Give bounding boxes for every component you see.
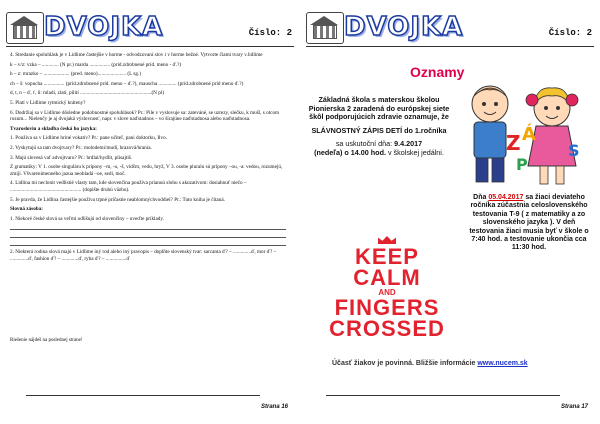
poster-line: AND xyxy=(378,288,396,297)
header-divider xyxy=(6,46,294,47)
page-number: Strana 17 xyxy=(560,404,588,410)
notice-intro: Základná škola s materskou školou Pionierska 2 zaradená do európskej siete škôl podporujúcich zdravie oznamuje, že xyxy=(308,95,450,122)
svg-text:S: S xyxy=(568,141,580,160)
section-heading: Slovná zásoba: xyxy=(10,206,44,213)
notice2-date: 05.04.2017 xyxy=(488,194,524,201)
paragraph: k – v/z: vzka – ............. (N pr.) marda ................ (príd.zdrobnené príd. meno - ď.?) xyxy=(10,61,182,68)
issue-label: Číslo: 2 xyxy=(248,28,292,38)
notice-event: SLÁVNOSTNÝ ZÁPIS DETÍ do 1.ročníka xyxy=(311,125,447,135)
left-page xyxy=(6,8,294,416)
crown-icon xyxy=(378,236,396,244)
testing-notice xyxy=(466,194,592,253)
left-text xyxy=(10,52,286,265)
attendance-text: Účasť žiakov je povinná. Bližšie informácie xyxy=(332,360,476,367)
svg-text:Á: Á xyxy=(522,124,536,145)
notice2-body: sa žiaci deviateho ročníka zúčastnia celoslovenského testovania T-9 ( z matematiky a zo slovenského jazyka ). V deň testovania žiaci musia byť v škole o 7:40 hod. a testovanie ukončia cca 11:30 hod. xyxy=(469,194,589,252)
paragraph: 6. Dodržiaj sa v Lidlime dôsledne podobnostné spoluhlások? Pr.: Pile v vyslovuje sa: zateváné, se uzrezy, slečku, k mušl, s otcom rozum... Nielenčy je aj dvojaká výslovnosť, napr. v slove naďstadnos – vo šírajúne naďstadnosa alebo naďstadnosa. xyxy=(10,109,280,123)
paragraph: 1. Niekoré české slová sa veľmi odlišujú od slovenčiny – uveďte príklady. xyxy=(10,215,164,222)
svg-text:P: P xyxy=(516,155,528,174)
notice-date: 9.4.2017 xyxy=(394,139,423,149)
paragraph: 4. Lidlina mi neclonit vedlistié vlasty tam, kde slovenčina používa prianuú slohu s akuzatívom: dosiahnuť niečo – ....................................................... (dopište druhú väzbu). xyxy=(10,180,247,193)
magazine-title: DVOJKA xyxy=(344,12,464,42)
answer-line xyxy=(10,241,286,246)
enrollment-notice xyxy=(306,96,452,158)
notice-place: v školskej jedálni. xyxy=(387,147,444,157)
section-heading: Tvarosloviu a skladba česká ho jazyka: xyxy=(10,125,97,132)
issue-label: Číslo: 2 xyxy=(548,28,592,38)
paragraph: ch – š: vopucha ................ (príd.zdrobnené príd. meno – ď.?), mauscha .............. (príd.zdrobnené príd meno ď.?) xyxy=(10,80,244,87)
paragraph: d, t, n – ď, ť, ň: mladí, zlatí, pilití .......................................................(N pl) xyxy=(10,90,164,97)
right-header xyxy=(306,8,594,50)
poster-line: KEEP xyxy=(355,244,419,269)
school-logo-icon xyxy=(6,12,44,44)
notice-date-prefix: sa uskutoční dňa: xyxy=(335,139,393,149)
announcements-heading: Oznamy xyxy=(410,64,465,80)
page-number: Strana 16 xyxy=(260,404,288,410)
poster-line: CALM xyxy=(353,265,421,290)
paragraph: 2. Niekterá rodina slová majú v Lidlime iný rod alebo iný pravopis – doplňte slovenský tvar: sarcanta ď? – ..............ď, mor ď? – ..............ď, fashion ď? – .............ď, ryba ď? – ................ď xyxy=(10,249,277,262)
children-illustration xyxy=(456,74,588,194)
paragraph: 5. Je pravda, že Lidlina častejšie používa trpné príčastie neablomnýchvoddiel? Pr.: Tuto kniha je čítaná. xyxy=(10,196,225,203)
solution-note: Riešenie nájdeš na poslednej strane! xyxy=(10,338,83,343)
paragraph: 1. Použiva sa v Lidlime hriné vokatív? Pr.: pane učiteľ, pani doktorku, Ilvo. xyxy=(10,135,167,142)
notice-time: (nedeľa) o 14.00 hod. xyxy=(314,147,386,157)
svg-text:Z: Z xyxy=(506,131,521,155)
school-logo-icon xyxy=(306,12,344,44)
paragraph: 5. Platí v Lidlime rytmický kráteny? xyxy=(10,99,86,106)
footer-divider xyxy=(26,395,260,396)
poster-line: CROSSED xyxy=(329,316,445,341)
keep-calm-poster xyxy=(312,236,462,339)
attendance-note xyxy=(332,360,594,367)
header-divider xyxy=(306,46,594,47)
footer-divider xyxy=(326,395,560,396)
paragraph: 4. Stredanie spoluhlásk je v Lidlime častejšie v horme - odvodzovaní slov i v horme bežné. Vytvorte čiami tvary v.lidlime xyxy=(10,52,263,58)
paragraph: 2. Vyskytujú sa tam dvojtvary? Pr.: molodemi/mudí, hrazová/hrania. xyxy=(10,144,152,151)
notice2-prefix: Dňa xyxy=(473,194,487,201)
nucem-link[interactable]: www.nucem.sk xyxy=(477,360,528,367)
paragraph: h – z: mrazko – .................... (pred. meno)...................... (L sg.) xyxy=(10,71,142,78)
magazine-title: DVOJKA xyxy=(44,12,164,42)
answer-line xyxy=(10,225,286,230)
left-header xyxy=(6,8,294,50)
answer-line xyxy=(10,233,286,238)
poster-line: FINGERS xyxy=(334,295,440,320)
right-page xyxy=(306,8,594,416)
paragraph: Z gramatiky: V 1. osobe singuláru k prípony –m, -u, -š, vidčm, vedu, hryž, V 3. osobe pluralu sú prípony –ou, -a: vedou, rozumejú, zmiji. Všvarenímenného jazua neobladá –oe, sedí, moč. xyxy=(10,164,283,177)
paragraph: 3. Majú slovesá vaľ advojtvaru? Pr.: hrdlal/hydlit, plisajtiš. xyxy=(10,154,133,161)
